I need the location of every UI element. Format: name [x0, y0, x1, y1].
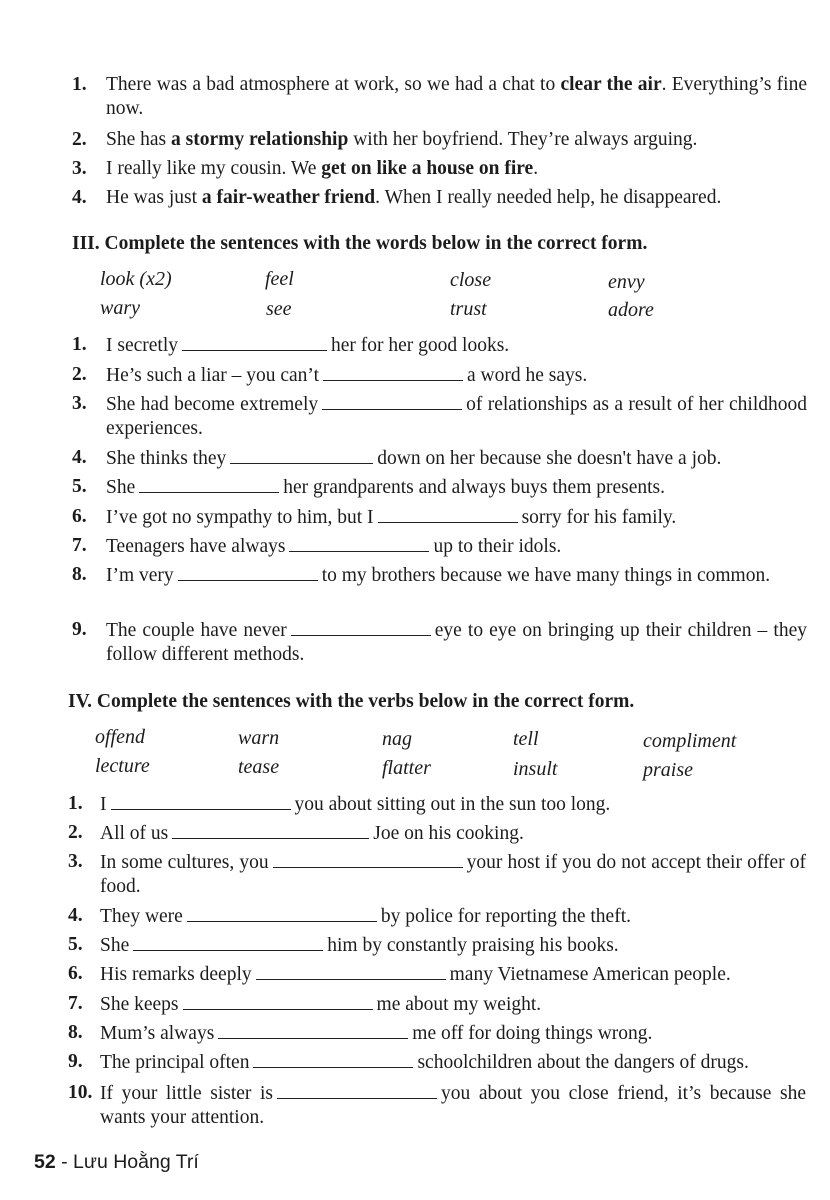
list-item: 7. Teenagers have always up to their idols.	[72, 535, 562, 557]
list-item: 1. There was a bad atmosphere at work, so we had a chat to clear the air. Everything’s fine now.	[72, 74, 807, 119]
answer-blank[interactable]	[178, 563, 318, 581]
list-item: 5. She him by constantly praising his books.	[68, 934, 619, 956]
answer-blank[interactable]	[133, 933, 323, 951]
section-heading: III. Complete the sentences with the words below in the correct form.	[72, 233, 648, 254]
page-number: 52	[34, 1151, 56, 1173]
list-item: 8. Mum’s always me off for doing things wrong.	[68, 1022, 653, 1044]
word-bank-item: flatter	[382, 757, 431, 779]
footer-separator: -	[55, 1151, 74, 1173]
list-item: 10. If your little sister is you about you close friend, it’s because she wants your attention.	[68, 1082, 806, 1128]
answer-blank[interactable]	[291, 618, 431, 636]
answer-blank[interactable]	[378, 505, 518, 523]
list-item: 4. She thinks they down on her because she doesn't have a job.	[72, 447, 722, 469]
list-item: 4. He was just a fair-weather friend. When I really needed help, he disappeared.	[72, 187, 722, 208]
word-bank-item: tease	[238, 756, 280, 778]
word-bank-item: envy	[608, 271, 645, 293]
word-bank-item: trust	[450, 298, 487, 320]
list-item: 1. I secretly her for her good looks.	[72, 334, 510, 356]
list-item: 6. I’ve got no sympathy to him, but I sorry for his family.	[72, 506, 677, 528]
list-item: 1. I you about sitting out in the sun too long.	[68, 793, 611, 815]
page-footer	[34, 1150, 199, 1174]
list-item: 2. He’s such a liar – you can’t a word he says.	[72, 364, 588, 386]
list-item: 3. I really like my cousin. We get on like a house on fire.	[72, 158, 539, 179]
answer-blank[interactable]	[253, 1050, 413, 1068]
list-item: 7. She keeps me about my weight.	[68, 993, 542, 1015]
list-item: 5. She her grandparents and always buys them presents.	[72, 476, 666, 498]
list-item: 2. She has a stormy relationship with her boyfriend. They’re always arguing.	[72, 129, 698, 150]
list-item: 9. The principal often schoolchildren about the dangers of drugs.	[68, 1051, 749, 1073]
word-bank-item: wary	[100, 297, 140, 319]
answer-blank[interactable]	[187, 904, 377, 922]
word-bank-item: nag	[382, 728, 412, 750]
list-item: 8. I’m very to my brothers because we have many things in common.	[72, 564, 771, 586]
word-bank-item: tell	[513, 728, 539, 750]
answer-blank[interactable]	[172, 821, 369, 839]
answer-blank[interactable]	[273, 850, 463, 868]
word-bank-item: praise	[643, 759, 693, 781]
answer-blank[interactable]	[218, 1021, 408, 1039]
list-item: 6. His remarks deeply many Vietnamese American people.	[68, 963, 731, 985]
word-bank-item: offend	[95, 726, 145, 748]
list-item: 9. The couple have never eye to eye on bringing up their children – they follow different methods.	[72, 619, 807, 665]
answer-blank[interactable]	[277, 1081, 437, 1099]
answer-blank[interactable]	[182, 333, 327, 351]
list-item: 2. All of us Joe on his cooking.	[68, 822, 524, 844]
answer-blank[interactable]	[289, 534, 429, 552]
answer-blank[interactable]	[183, 992, 373, 1010]
word-bank-item: adore	[608, 299, 654, 321]
word-bank-item: feel	[265, 268, 294, 290]
word-bank-item: compliment	[643, 730, 737, 752]
answer-blank[interactable]	[256, 962, 446, 980]
word-bank-item: see	[266, 298, 292, 320]
list-item: 3. In some cultures, you your host if you do not accept their offer of food.	[68, 851, 806, 897]
answer-blank[interactable]	[139, 475, 279, 493]
list-item: 4. They were by police for reporting the theft.	[68, 905, 631, 927]
answer-blank[interactable]	[230, 446, 373, 464]
word-bank-item: look (x2)	[100, 268, 172, 290]
section-heading: IV. Complete the sentences with the verbs below in the correct form.	[68, 691, 635, 712]
answer-blank[interactable]	[322, 392, 462, 410]
list-item: 3. She had become extremely of relationships as a result of her childhood experiences.	[72, 393, 807, 439]
word-bank-item: insult	[513, 758, 558, 780]
word-bank-item: lecture	[95, 755, 150, 777]
answer-blank[interactable]	[323, 363, 463, 381]
answer-blank[interactable]	[111, 792, 291, 810]
word-bank-item: warn	[238, 727, 280, 749]
word-bank-item: close	[450, 269, 492, 291]
footer-author: Lưu Hoằng Trí	[73, 1151, 199, 1173]
